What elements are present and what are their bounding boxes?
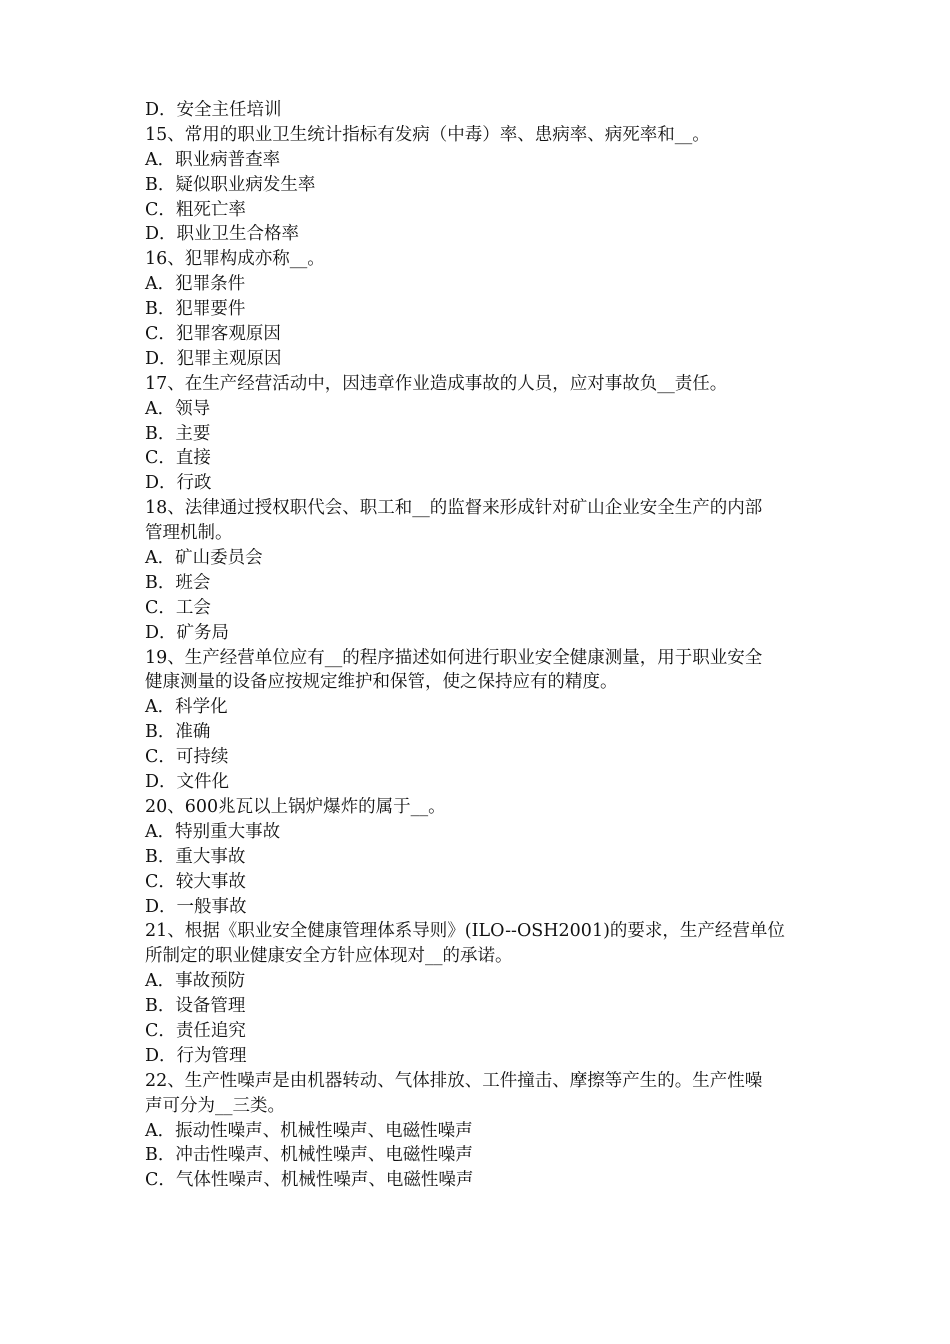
- option-line: D．矿务局: [145, 622, 230, 643]
- option-line: C．粗死亡率: [145, 199, 246, 220]
- option-line: C．气体性噪声、机械性噪声、电磁性噪声: [145, 1170, 474, 1191]
- option-line: C．犯罪客观原因: [145, 324, 281, 345]
- question-line: 健康测量的设备应按规定维护和保管，使之保持应有的精度。: [145, 672, 618, 693]
- question-line: 所制定的职业健康安全方针应体现对__的承诺。: [145, 946, 513, 967]
- question-line: 17、在生产经营活动中，因违章作业造成事故的人员，应对事故负__责任。: [145, 373, 728, 394]
- option-line: B．冲击性噪声、机械性噪声、电磁性噪声: [145, 1145, 473, 1166]
- option-line: C．直接: [145, 448, 211, 469]
- option-line: D．职业卫生合格率: [145, 224, 300, 245]
- option-line: A．犯罪条件: [145, 274, 246, 295]
- option-line: B．疑似职业病发生率: [145, 174, 316, 195]
- option-line: A．领导: [145, 398, 211, 419]
- option-line: A．事故预防: [145, 971, 246, 992]
- option-line: D．行政: [145, 473, 212, 494]
- question-line: 管理机制。: [145, 523, 233, 544]
- question-line: 16、犯罪构成亦称__。: [145, 249, 325, 270]
- option-line: A．科学化: [145, 697, 228, 718]
- option-line: C．工会: [145, 597, 211, 618]
- option-line: D．行为管理: [145, 1045, 247, 1066]
- question-line: 声可分为__三类。: [145, 1095, 285, 1116]
- question-line: 20、600兆瓦以上锅炉爆炸的属于__。: [145, 796, 446, 817]
- option-line: B．班会: [145, 572, 211, 593]
- option-line: D．犯罪主观原因: [145, 348, 282, 369]
- option-line: B．主要: [145, 423, 211, 444]
- option-line: B．准确: [145, 722, 211, 743]
- option-line: B．设备管理: [145, 996, 246, 1017]
- option-line: A．振动性噪声、机械性噪声、电磁性噪声: [145, 1120, 473, 1141]
- question-line: 21、根据《职业安全健康管理体系导则》(ILO--OSH2001)的要求，生产经营单位: [145, 921, 785, 942]
- question-line: 15、常用的职业卫生统计指标有发病（中毒）率、患病率、病死率和__。: [145, 124, 710, 145]
- option-line: D．安全主任培训: [145, 100, 282, 120]
- option-line: A．矿山委员会: [145, 548, 263, 569]
- question-line: 19、生产经营单位应有__的程序描述如何进行职业安全健康测量，用于职业安全: [145, 647, 763, 668]
- question-line: 18、法律通过授权职代会、职工和__的监督来形成针对矿山企业安全生产的内部: [145, 498, 763, 519]
- option-line: A．职业病普查率: [145, 149, 281, 170]
- option-line: C．较大事故: [145, 871, 246, 892]
- question-line: 22、生产性噪声是由机器转动、气体排放、工件撞击、摩擦等产生的。生产性噪: [145, 1070, 763, 1091]
- option-line: A．特别重大事故: [145, 821, 281, 842]
- option-line: D．文件化: [145, 772, 230, 793]
- option-line: C．责任追究: [145, 1020, 246, 1041]
- option-line: C．可持续: [145, 747, 229, 768]
- option-line: B．犯罪要件: [145, 299, 246, 320]
- document-body: [145, 98, 825, 1193]
- option-line: D．一般事故: [145, 896, 247, 917]
- option-line: B．重大事故: [145, 846, 246, 867]
